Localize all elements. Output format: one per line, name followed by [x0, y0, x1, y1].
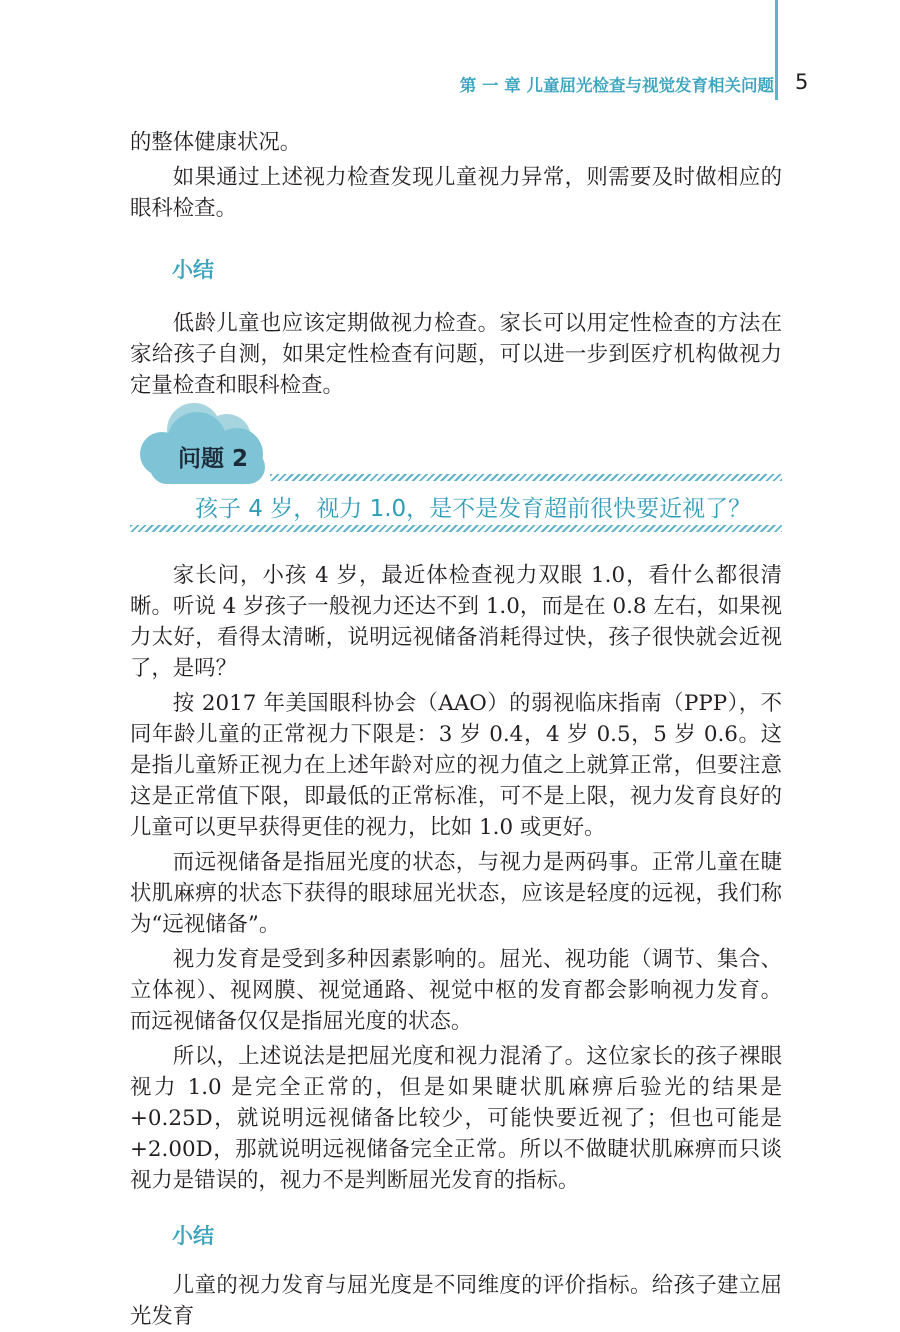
paragraph: 家长问，小孩 4 岁，最近体检查视力双眼 1.0，看什么都很清晰。听说 4 岁孩子一般视力还达不到 1.0，而是在 0.8 左右，如果视力太好，看得太清晰，说明远视储备消耗得过快，孩子很快就会近视了，是吗？ [130, 563, 782, 681]
summary-title: 小结 [172, 258, 214, 282]
paragraph: 的整体健康状况。 [130, 130, 302, 155]
question-title: 孩子 4 岁，视力 1.0，是不是发育超前很快要近视了？ [195, 496, 752, 522]
page-edge-bar [775, 0, 778, 100]
banner-bottom-stripe [130, 525, 782, 532]
section-b [130, 560, 782, 1332]
paragraph: 如果通过上述视力检查发现儿童视力异常，则需要及时做相应的眼科检查。 [130, 165, 782, 221]
summary-title: 小结 [172, 1224, 214, 1248]
running-head: 第 一 章 儿童屈光检查与视觉发育相关问题 [459, 76, 774, 95]
paragraph: 视力发育是受到多种因素影响的。屈光、视功能（调节、集合、立体视）、视网膜、视觉通路、视觉中枢的发育都会影响视力发育。而远视储备仅仅是指屈光度的状态。 [130, 947, 782, 1034]
question-label: 问题 2 [178, 446, 249, 472]
page-number: 5 [795, 70, 809, 94]
paragraph: 而远视储备是指屈光度的状态，与视力是两码事。正常儿童在睫状肌麻痹的状态下获得的眼球屈光状态，应该是轻度的远视，我们称为“远视储备”。 [130, 850, 782, 937]
paragraph: 按 2017 年美国眼科协会（AAO）的弱视临床指南（PPP），不同年龄儿童的正常视力下限是：3 岁 0.4，4 岁 0.5，5 岁 0.6。这是指儿童矫正视力在上述年龄对应的视力值之上就算正常，但要注意这是正常值下限，即最低的正常标准，可不是上限，视力发育良好的儿童可以更早获得更佳的视力，比如 1.0 或更好。 [130, 691, 782, 840]
banner-top-stripe [270, 474, 782, 481]
paragraph: 所以，上述说法是把屈光度和视力混淆了。这位家长的孩子裸眼视力 1.0 是完全正常的，但是如果睫状肌麻痹后验光的结果是 +0.25D，就说明远视储备比较少，可能快要近视了；但也可能是 +2.00D，那就说明远视储备完全正常。所以不做睫状肌麻痹而只谈视力是错误的，视力不是判断屈光发育的指标。 [130, 1044, 782, 1193]
section-a [130, 127, 782, 401]
summary-paragraph: 儿童的视力发育与屈光度是不同维度的评价指标。给孩子建立屈光发育 [130, 1273, 782, 1329]
summary-paragraph: 低龄儿童也应该定期做视力检查。家长可以用定性检查的方法在家给孩子自测，如果定性检查有问题，可以进一步到医疗机构做视力定量检查和眼科检查。 [130, 311, 782, 398]
